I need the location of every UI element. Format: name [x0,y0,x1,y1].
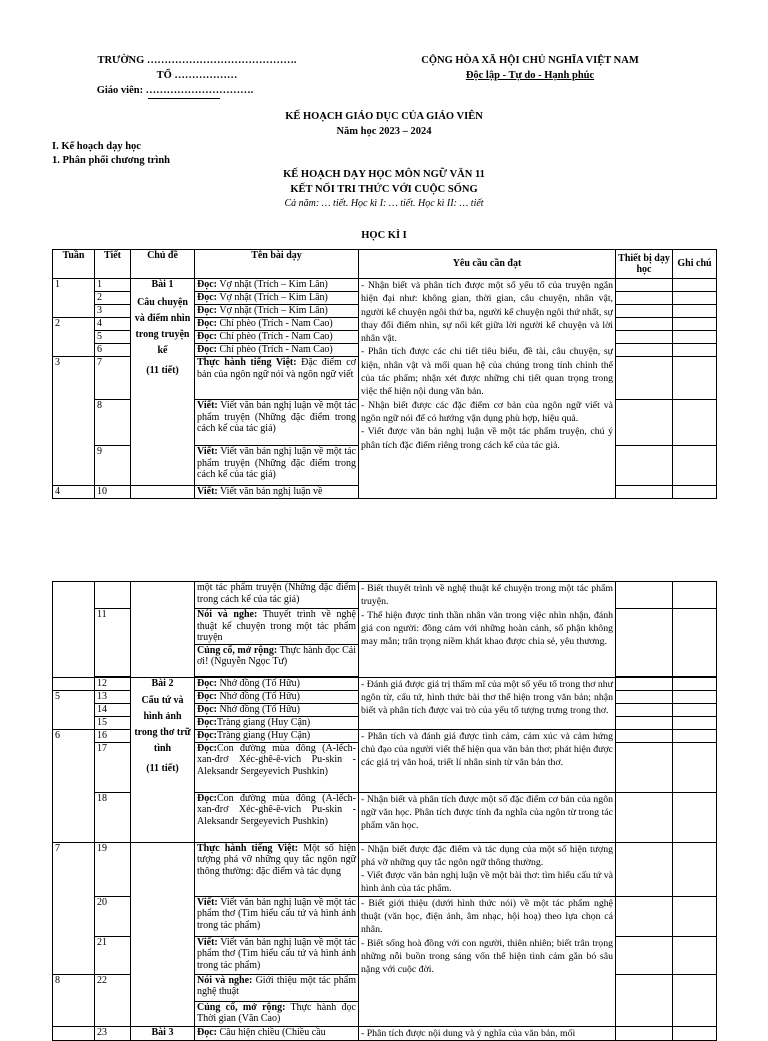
notes-cell [673,742,717,792]
topic-cell [131,677,195,842]
week-cell: 1 [53,279,95,318]
school-name: TRƯỜNG ……………………………………. [97,55,297,66]
school-year: Năm học 2023 – 2024 [336,126,432,137]
week-cell [53,1026,95,1040]
period-cell: 20 [95,896,131,936]
topic-cell [131,486,195,499]
textbook-title: KẾT NỐI TRI THỨC VỚI CUỘC SỐNG [290,184,478,195]
col-header-lesson: Tên bài dạy [195,250,359,279]
topic-cell [131,842,195,1026]
notes-cell [673,677,717,690]
lesson-cell: Đọc:Tràng giang (Huy Cận) [195,729,359,742]
notes-cell [673,842,717,896]
equipment-cell [616,305,673,318]
equipment-cell [616,974,673,1026]
equipment-cell [616,318,673,331]
notes-cell [673,318,717,331]
lesson-cell: Đọc: Chí phèo (Trích - Nam Cao) [195,331,359,344]
topic-cell [131,1026,195,1040]
table-row [53,677,717,690]
curriculum-table-part2 [52,581,717,1041]
document-title: KẾ HOẠCH GIÁO DỤC CỦA GIÁO VIÊN [285,111,483,122]
lesson-cell: Đọc: Nhớ đồng (Tố Hữu) [195,690,359,703]
notes-cell [673,305,717,318]
equipment-cell [616,677,673,690]
period-cell: 19 [95,842,131,896]
equipment-cell [616,703,673,716]
notes-cell [673,292,717,305]
lesson-cell: Đọc: Chí phèo (Trích - Nam Cao) [195,344,359,357]
equipment-cell [616,486,673,499]
lesson-cell: Đọc:Con đường mùa đông (A-lếch-xan-đrơ Xéc-ghê-ê-vich Pu-skin - Aleksandr Sergeyevich Pushkin) [195,792,359,842]
period-cell: 6 [95,344,131,357]
lesson-cell: Đọc: Chí phèo (Trích - Nam Cao) [195,318,359,331]
section-heading: I. Kế hoạch dạy học [52,141,141,152]
notes-cell [673,400,717,446]
period-cell: 18 [95,792,131,842]
lesson-cell: Viết: Viết văn bản nghị luận về một tác phẩm truyện (Những đặc điểm trong cách kể của tác giả) [195,446,359,486]
lesson-cell: Đọc:Con đường mùa đông (A-lếch-xan-đrơ Xéc-ghê-ê-vich Pu-skin - Aleksandr Sergeyevich Pushkin) [195,742,359,792]
unit-duration: (11 tiết) [146,364,179,376]
equipment-cell [616,446,673,486]
requirements-cell: - Nhận biết và phân tích được một số đặc điểm cơ bản của ngôn ngữ văn học. Phân tích được tính đa nghĩa của ngôn từ trong tác phẩm văn học. [359,792,616,842]
period-summary: Cả năm: … tiết. Học kì I: … tiết. Học kì II: … tiết [284,198,484,209]
equipment-cell [616,792,673,842]
lesson-cell: Đọc:Tràng giang (Huy Cận) [195,716,359,729]
equipment-cell [616,357,673,400]
notes-cell [673,609,717,677]
notes-cell [673,279,717,292]
period-cell: 23 [95,1026,131,1040]
lesson-cell: Đọc: Vợ nhặt (Trích – Kim Lân) [195,292,359,305]
period-cell: 5 [95,331,131,344]
lesson-cell: Viết: Viết văn bản nghị luận về [195,486,359,499]
col-header-notes: Ghi chú [673,250,717,279]
table-header-row [53,250,717,279]
period-cell: 4 [95,318,131,331]
notes-cell [673,690,717,703]
period-cell: 11 [95,609,131,677]
topic-cell [131,279,195,486]
lesson-cell: Đọc: Câu hiện chiều (Chiều cầu [195,1026,359,1040]
lesson-cell: Viết: Viết văn bản nghị luận về một tác phẩm truyện (Những đặc điểm trong cách kể của tác giả) [195,400,359,446]
notes-cell [673,936,717,974]
unit-duration: (11 tiết) [146,763,179,774]
notes-cell [673,896,717,936]
period-cell: 9 [95,446,131,486]
notes-cell [673,331,717,344]
equipment-cell [616,582,673,609]
period-cell: 2 [95,292,131,305]
teacher-name: Giáo viên: …………………………. [96,85,254,96]
group-name: TỔ ……………… [156,70,238,81]
week-cell: 7 [53,842,95,974]
lesson-cell: Củng cố, mở rộng: Thực hành đọc Cải ơi! (Nguyễn Ngọc Tư) [195,644,359,676]
equipment-cell [616,400,673,446]
header-divider [148,98,220,99]
lesson-cell: Nói và nghe: Giới thiệu một tác phẩm nghệ thuật [195,974,359,1001]
lesson-cell: Viết: Viết văn bản nghị luận về một tác phẩm thơ (Tìm hiểu cấu tứ và hình ảnh trong tác phẩm) [195,936,359,974]
unit-label: Bài 3 [151,1026,174,1038]
week-cell: 6 [53,729,95,842]
national-header [385,53,675,83]
equipment-cell [616,279,673,292]
unit-topic: Câu chuyện và điểm nhìn trong truyện kể [134,296,191,356]
notes-cell [673,446,717,486]
equipment-cell [616,729,673,742]
period-cell: 7 [95,357,131,400]
period-cell: 16 [95,729,131,742]
requirements-cell: - Nhận biết được đặc điểm và tác dụng của một số hiện tượng phá vỡ những quy tắc ngôn ngữ thông thường. - Viết được văn bản nghị luận về một bài thơ: tìm hiểu cấu tứ và hình ảnh của tác phẩm. [359,842,616,896]
week-cell: 2 [53,318,95,357]
table-row [53,1026,717,1040]
notes-cell [673,1026,717,1040]
requirements-cell: - Biết giới thiệu (dưới hình thức nói) về một tác phẩm nghệ thuật (văn học, điện ảnh, âm nhạc, hội hoạ) theo lựa chọn cá nhân. - Biết sống hoà đồng với con người, thiên nhiên; biết trân trọng những nỗi buồn trong sáng vốn thể hiện tình cảm gắn bó sâu nặng với cuộc đời. [359,896,616,1026]
col-header-equipment: Thiết bị dạy học [616,250,673,279]
equipment-cell [616,1026,673,1040]
lesson-cell: Viết: Viết văn bản nghị luận về một tác phẩm thơ (Tìm hiểu cấu tứ và hình ảnh trong tác phẩm) [195,896,359,936]
unit-topic: Cấu tứ và hình ảnh trong thơ trữ tình [134,695,191,754]
col-header-period: Tiết [95,250,131,279]
table-row [53,842,717,896]
week-cell: 5 [53,690,95,729]
col-header-topic: Chủ đề [131,250,195,279]
period-cell: 10 [95,486,131,499]
equipment-cell [616,690,673,703]
notes-cell [673,357,717,400]
school-header [72,53,322,98]
equipment-cell [616,742,673,792]
subject-title: KẾ HOẠCH DẠY HỌC MÔN NGỮ VĂN 11 [283,169,485,180]
week-cell: 3 [53,357,95,486]
unit-label: Bài 1 [151,279,174,290]
notes-cell [673,716,717,729]
lesson-cell: Đọc: Nhớ đồng (Tố Hữu) [195,703,359,716]
lesson-cell: Đọc: Nhớ đồng (Tố Hữu) [195,677,359,690]
country-name: CỘNG HÒA XÃ HỘI CHỦ NGHĨA VIỆT NAM [421,55,639,66]
term-title: HỌC KÌ I [361,230,407,241]
period-cell: 13 [95,690,131,703]
national-motto: Độc lập - Tự do - Hạnh phúc [465,70,595,81]
equipment-cell [616,292,673,305]
table-row [53,582,717,609]
lesson-cell: Thực hành tiếng Việt: Đặc điểm cơ bản của ngôn ngữ nói và ngôn ngữ viết [195,357,359,400]
period-cell: 8 [95,400,131,446]
week-cell: 4 [53,486,95,499]
equipment-cell [616,896,673,936]
requirements-cell: - Đánh giá được giá trị thẩm mĩ của một số yếu tố trong thơ như ngôn từ, cấu tứ, hình thức bài thơ thể hiện trong văn bản; nhận biết và phân tích được vai trò của yếu tố tượng trưng trong thơ. [359,677,616,729]
equipment-cell [616,716,673,729]
notes-cell [673,582,717,609]
requirements-cell: - Phân tích và đánh giá được tình cảm, cảm xúc và cảm hứng chủ đạo của người viết thể hiện qua văn bản thơ; phát hiện được các giá trị văn hoá, triết lí nhân sinh từ văn bản thơ. [359,729,616,792]
lesson-cell: Củng cố, mở rộng: Thực hành đọc Thời gian (Văn Cao) [195,1001,359,1026]
period-cell: 17 [95,742,131,792]
col-header-week: Tuần [53,250,95,279]
period-cell: 22 [95,974,131,1026]
week-cell: 8 [53,974,95,1026]
topic-cell [131,582,195,678]
lesson-cell: Thực hành tiếng Việt: Một số hiện tượng phá vỡ những quy tắc ngôn ngữ thông thường: đặc điểm và tác dụng [195,842,359,896]
equipment-cell [616,936,673,974]
notes-cell [673,729,717,742]
week-cell [53,582,95,678]
col-header-requirements: Yêu cầu cần đạt [359,250,616,279]
equipment-cell [616,344,673,357]
week-cell [53,677,95,690]
curriculum-table-part1 [52,249,717,499]
period-cell [95,582,131,609]
notes-cell [673,792,717,842]
period-cell: 15 [95,716,131,729]
period-cell: 14 [95,703,131,716]
notes-cell [673,974,717,1026]
requirements-cell: - Biết thuyết trình về nghệ thuật kể chuyện trong một tác phẩm truyện. - Thể hiện được tinh thần nhân văn trong việc nhìn nhận, đánh giá con người: đồng cảm với những hoàn cảnh, số phận không may mắn; trân trọng niềm khát khao được chia sẻ, yêu thương. [359,582,616,678]
period-cell: 1 [95,279,131,292]
period-cell: 3 [95,305,131,318]
unit-label: Bài 2 [151,677,174,689]
lesson-cell: Đọc: Vợ nhặt (Trích – Kim Lân) [195,305,359,318]
notes-cell [673,703,717,716]
requirements-cell: - Phân tích được nội dung và ý nghĩa của văn bản, mối [359,1026,616,1040]
equipment-cell [616,331,673,344]
requirements-cell: - Nhận biết và phân tích được một số yếu tố của truyện ngắn hiện đại như: không gian, thời gian, câu chuyện, nhân vật, người kể chuyện ngôi thứ ba, người kể chuyện ngôi thứ nhất, sự thay đổi điểm nhìn, sự nối kết giữa lời người kể chuyện và lời nhân vật. - Phân tích được các chi tiết tiêu biểu, đề tài, câu chuyện, sự kiện, nhân vật và mối quan hệ của chúng trong tính chỉnh thể của tác phẩm; nhận xét được những chi tiết quan trọng trong việc thể hiện nội dung văn bản. - Nhận biết được các đặc điểm cơ bản của ngôn ngữ viết và ngôn ngữ nói để có hướng vận dụng phù hợp, hiệu quả. - Viết được văn bản nghị luận về một tác phẩm truyện, chú ý phân tích đặc điểm riêng trong cách kể của tác giả. [359,279,616,499]
lesson-cell: Nói và nghe: Thuyết trình về nghệ thuật kể chuyện trong một tác phẩm truyện [195,609,359,645]
lesson-cell: một tác phẩm truyện (Những đặc điểm trong cách kể của tác giả) [195,582,359,609]
equipment-cell [616,842,673,896]
lesson-cell: Đọc: Vợ nhặt (Trích – Kim Lân) [195,279,359,292]
equipment-cell [616,609,673,677]
table-row [53,279,717,292]
notes-cell [673,344,717,357]
subsection-heading: 1. Phân phối chương trình [52,155,171,166]
notes-cell [673,486,717,499]
period-cell: 12 [95,677,131,690]
period-cell: 21 [95,936,131,974]
